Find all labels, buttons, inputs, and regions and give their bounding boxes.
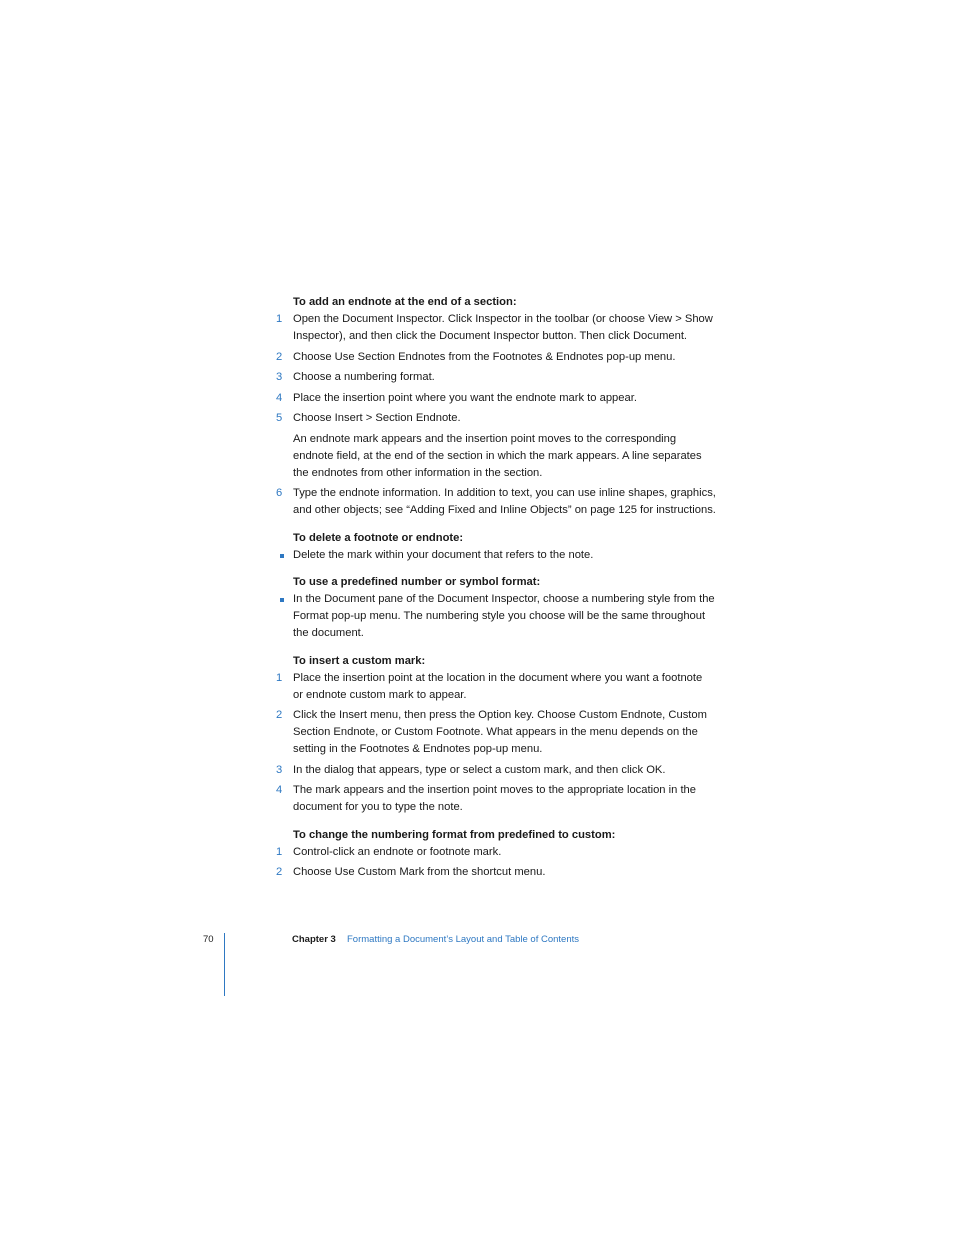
- body-text-line: endnote field, at the end of the section in which the mark appears. A line separates: [293, 449, 702, 462]
- body-text-line: Section Endnote, or Custom Footnote. What appears in the menu depends on the: [293, 726, 698, 738]
- step-number: 2: [276, 709, 283, 721]
- step-number: 4: [276, 391, 283, 404]
- body-text-line: In the Document pane of the Document Inspector, choose a numbering style from the: [293, 593, 715, 605]
- footer-rule: [224, 933, 225, 996]
- body-text-line: Choose a numbering format.: [293, 371, 435, 383]
- section-heading: To delete a footnote or endnote:: [293, 531, 464, 544]
- body-text-line: Control-click an endnote or footnote mark.: [293, 845, 502, 858]
- section-heading: To use a predefined number or symbol format:: [293, 576, 541, 588]
- step-number: 4: [276, 784, 283, 796]
- body-text-line: The mark appears and the insertion point moves to the appropriate location in the: [293, 784, 696, 796]
- step-number: 1: [276, 671, 283, 684]
- bullet-icon: [280, 598, 284, 602]
- bullet-icon: [280, 554, 284, 558]
- body-text-line: Open the Document Inspector. Click Inspector in the toolbar (or choose View > Show: [293, 313, 713, 325]
- step-number: 1: [276, 313, 283, 325]
- page-number: 70: [203, 934, 214, 945]
- body-text-line: Type the endnote information. In addition to text, you can use inline shapes, graphics,: [293, 487, 716, 499]
- step-number: 2: [276, 350, 283, 363]
- chapter-title: Formatting a Document’s Layout and Table of Contents: [347, 934, 580, 945]
- body-text-line: document for you to type the note.: [293, 801, 463, 813]
- body-text-line: Place the insertion point at the location in the document where you want a footnote: [293, 671, 703, 684]
- body-text-line: or endnote custom mark to appear.: [293, 688, 467, 701]
- section-heading: To insert a custom mark:: [293, 654, 426, 667]
- body-text-line: the endnotes from other information in the section.: [293, 466, 543, 479]
- body-text-line: Delete the mark within your document that refers to the note.: [293, 548, 594, 561]
- body-text-line: Choose Use Section Endnotes from the Footnotes & Endnotes pop-up menu.: [293, 350, 676, 363]
- step-number: 3: [276, 763, 283, 776]
- body-text-line: the document.: [293, 627, 364, 639]
- body-text-line: setting in the Footnotes & Endnotes pop-up menu.: [293, 743, 543, 755]
- body-text-line: In the dialog that appears, type or select a custom mark, and then click OK.: [293, 763, 666, 776]
- step-number: 6: [276, 487, 283, 499]
- chapter-label: Chapter 3: [292, 934, 336, 945]
- step-number: 3: [276, 371, 283, 383]
- step-number: 1: [276, 845, 283, 858]
- body-text-line: and other objects; see “Adding Fixed and Inline Objects” on page 125 for instructions.: [293, 504, 716, 516]
- step-number: 2: [276, 866, 283, 878]
- body-text-line: Click the Insert menu, then press the Option key. Choose Custom Endnote, Custom: [293, 709, 707, 721]
- body-text-line: Place the insertion point where you want the endnote mark to appear.: [293, 391, 637, 404]
- body-text-line: Inspector), and then click the Document Inspector button. Then click Document.: [293, 330, 688, 342]
- body-text-line: Choose Use Custom Mark from the shortcut menu.: [293, 866, 546, 878]
- body-text-line: Format pop-up menu. The numbering style you choose will be the same throughout: [293, 610, 706, 622]
- section-heading: To change the numbering format from predefined to custom:: [293, 828, 616, 841]
- body-text-line: Choose Insert > Section Endnote.: [293, 412, 461, 424]
- body-text-line: An endnote mark appears and the insertion point moves to the corresponding: [293, 432, 677, 445]
- step-number: 5: [276, 412, 283, 424]
- section-heading: To add an endnote at the end of a section:: [293, 296, 517, 308]
